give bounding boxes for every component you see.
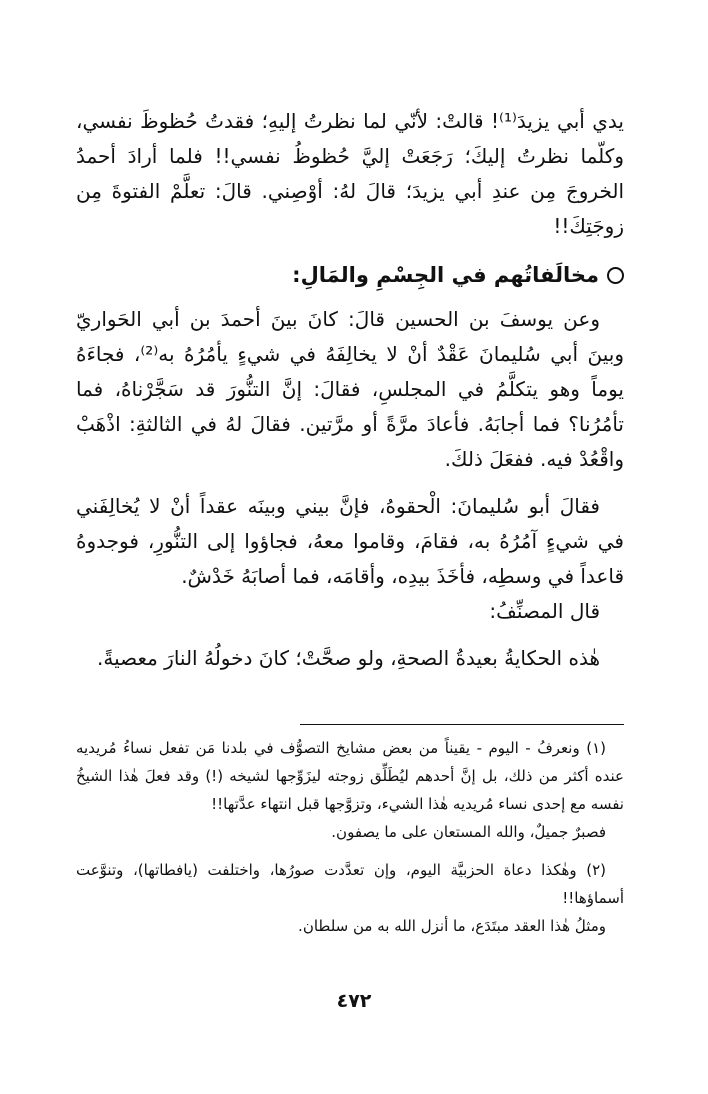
- paragraph-2: وعن يوسفَ بن الحسين قالَ: كانَ بينَ أحمدَ بن أبي الحَواريّ وبينَ أبي سُليمانَ عَقْدٌ أنْ لا يخالِفَهُ في شيءٍ يأمُرُهُ به⁽²⁾، فجاءَهُ يوماً وهو يتكلَّمُ في المجلسِ، فقالَ: إنَّ التنُّورَ قد سَجَّرْناهُ، فما تأمُرُنا؟ فما أجابَهُ. فأعادَ مرَّةً أو مرَّتين. فقالَ لهُ في الثالثةِ: اذْهَبْ واقْعُدْ فيه. ففعَلَ ذلكَ.: [76, 307, 624, 471]
- paragraph-5: هٰذه الحكايةُ بعيدةُ الصحةِ، ولو صحَّتْ؛ كانَ دخولُهُ النارَ معصيةً.: [97, 646, 600, 670]
- section-heading: [76, 258, 624, 292]
- footnote-divider: [300, 724, 624, 725]
- footnote-1: (١) ونعرفُ - اليوم - يقيناً من بعض مشايخ التصوُّف في بلدنا مَن تفعل نساءُ مُريديه عنده أكثر من ذلك، بل إنَّ أحدهم ليُطَلِّق زوجته ليزَوِّجها لشيخه (!) وقد فعلَ هٰذا الشيخُ نفسه مع إحدى نساء مُريديه هٰذا الشيء، وتزوَّجها قبل انتهاء عدَّتها!!: [76, 739, 624, 813]
- footnote-2: (٢) وهٰكذا دعاة الحزبيَّة اليوم، وإن تعدَّدت صورُها، واختلفت (يافطاتها)، وتنوَّعت أسماؤها!!: [76, 861, 624, 907]
- main-text: [76, 104, 624, 676]
- footnote-2-continuation: ومثلُ هٰذا العقد مبتَدَع، ما أنزل الله به من سلطان.: [298, 917, 606, 935]
- circle-icon: [607, 267, 624, 284]
- page-number: ٤٧٢: [336, 990, 372, 1012]
- footnotes: [76, 734, 624, 940]
- paragraph-1: يدي أبي يزيدَ⁽¹⁾! قالتْ: لأنّي لما نظرتُ إليهِ؛ فقدتُ حُظوظَ نفسي، وكلّما نظرتُ إليكَ؛ رَجَعَتْ إليَّ حُظوظُ نفسي!! فلما أرادَ أحمدُ الخروجَ مِن عندِ أبي يزيدَ؛ قالَ لهُ: أوْصِني. قالَ: تعلَّمْ الفتوةَ مِن زوجَتِكَ!!: [76, 109, 624, 238]
- section-title: مخالَفاتُهم في الجِسْمِ والمَالِ:: [292, 263, 599, 287]
- paragraph-4: قال المصنِّفُ:: [489, 599, 600, 623]
- footnote-1-continuation: فصبرٌ جميلٌ، والله المستعان على ما يصفون.: [331, 823, 606, 841]
- paragraph-3: فقالَ أبو سُليمانَ: الْحقوهُ، فإنَّ بيني وبينَه عقداً أنْ لا يُخالِفَني في شيءٍ آمُرُهُ به، فقامَ، وقاموا معهُ، فجاؤوا إلى التنُّورِ، فوجدوهُ قاعداً في وسطِه، فأخَذَ بيدِه، وأقامَه، فما أصابَهُ خَدْشٌ.: [76, 494, 624, 588]
